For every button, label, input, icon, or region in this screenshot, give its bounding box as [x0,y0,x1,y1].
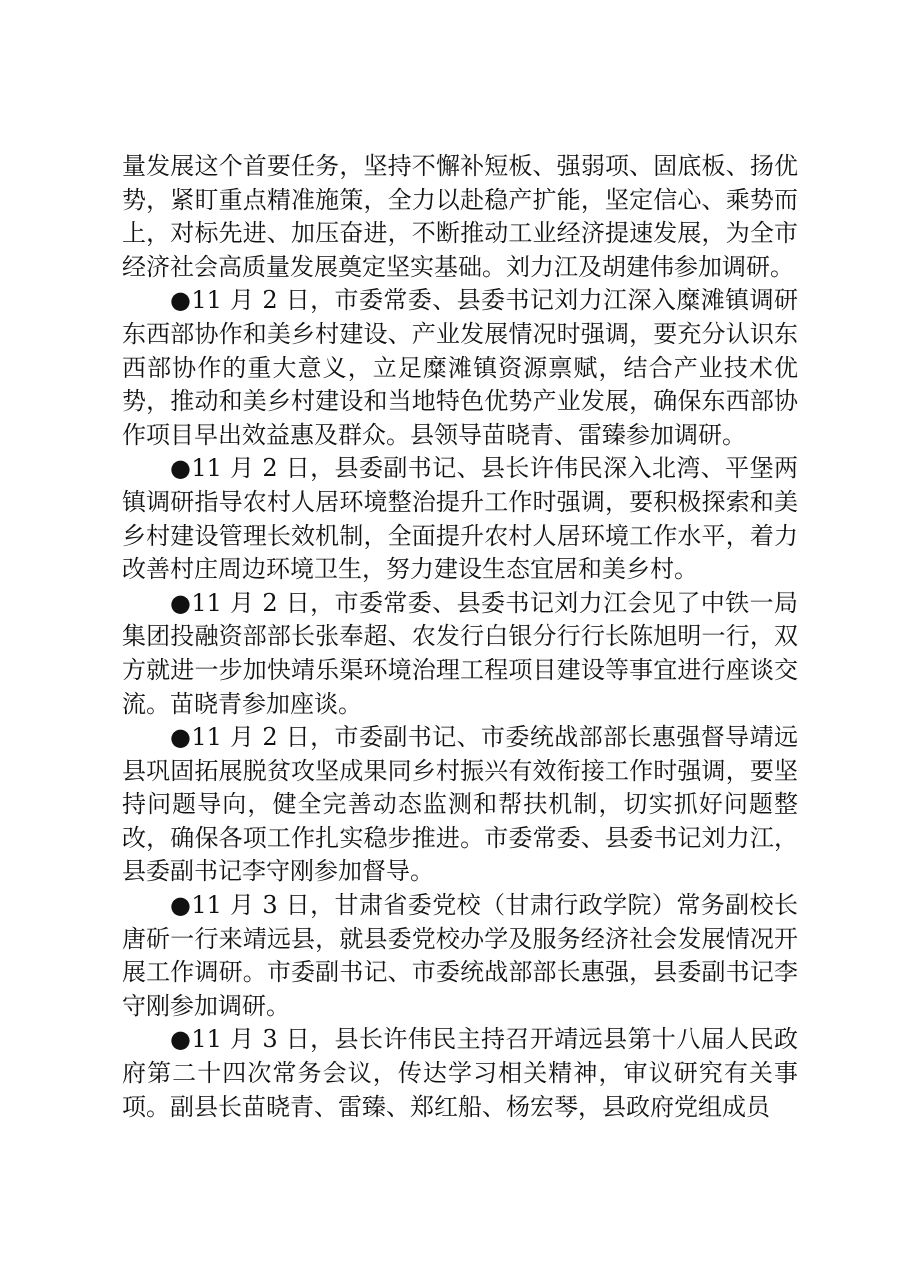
news-item-nov3-standing-meeting: ●11 月 3 日，县长许伟民主持召开靖远县第十八届人民政府第二十四次常务会议，传达学习相关精神，审议研究有关事项。副县长苗晓青、雷臻、郑红船、杨宏琴，县政府党组成员 [122,1025,798,1121]
news-item-nov2-supervision: ●11 月 2 日，市委副书记、市委统战部部长惠强督导靖远县巩固拓展脱贫攻坚成果同乡村振兴有效衔接工作时强调，要坚持问题导向，健全完善动态监测和帮扶机制，切实抓好问题整改，确保各项工作扎实稳步推进。市委常委、县委书记刘力江，县委副书记李守刚参加督导。 [122,723,798,886]
document-body [122,150,798,1124]
news-item-nov3-party-school: ●11 月 3 日，甘肃省委党校（甘肃行政学院）常务副校长唐斫一行来靖远县，就县委党校办学及服务经济社会发展情况开展工作调研。市委副书记、市委统战部部长惠强，县委副书记李守刚参加调研。 [122,891,798,1020]
news-item-nov2-beiwan: ●11 月 2 日，县委副书记、县长许伟民深入北湾、平堡两镇调研指导农村人居环境整治提升工作时强调，要积极探索和美乡村建设管理长效机制，全面提升农村人居环境工作水平，着力改善村庄周边环境卫生，努力建设生态宜居和美乡村。 [122,454,798,584]
paragraph-continuation: 量发展这个首要任务，坚持不懈补短板、强弱项、固底板、扬优势，紧盯重点精准施策，全力以赴稳产扩能，坚定信心、乘势而上，对标先进、加压奋进，不断推动工业经济提速发展，为全市经济社会高质量发展奠定坚实基础。刘力江及胡建伟参加调研。 [122,152,798,281]
news-item-nov2-miтан: ●11 月 2 日，市委常委、县委书记刘力江深入糜滩镇调研东西部协作和美乡村建设、产业发展情况时强调，要充分认识东西部协作的重大意义，立足糜滩镇资源禀赋，结合产业技术优势，推动和美乡村建设和当地特色优势产业发展，确保东西部协作项目早出效益惠及群众。县领导苗晓青、雷臻参加调研。 [122,286,798,449]
news-item-nov2-meeting: ●11 月 2 日，市委常委、县委书记刘力江会见了中铁一局集团投融资部部长张奉超、农发行白银分行行长陈旭明一行，双方就进一步加快靖乐渠环境治理工程项目建设等事宜进行座谈交流。苗晓青参加座谈。 [122,588,798,718]
